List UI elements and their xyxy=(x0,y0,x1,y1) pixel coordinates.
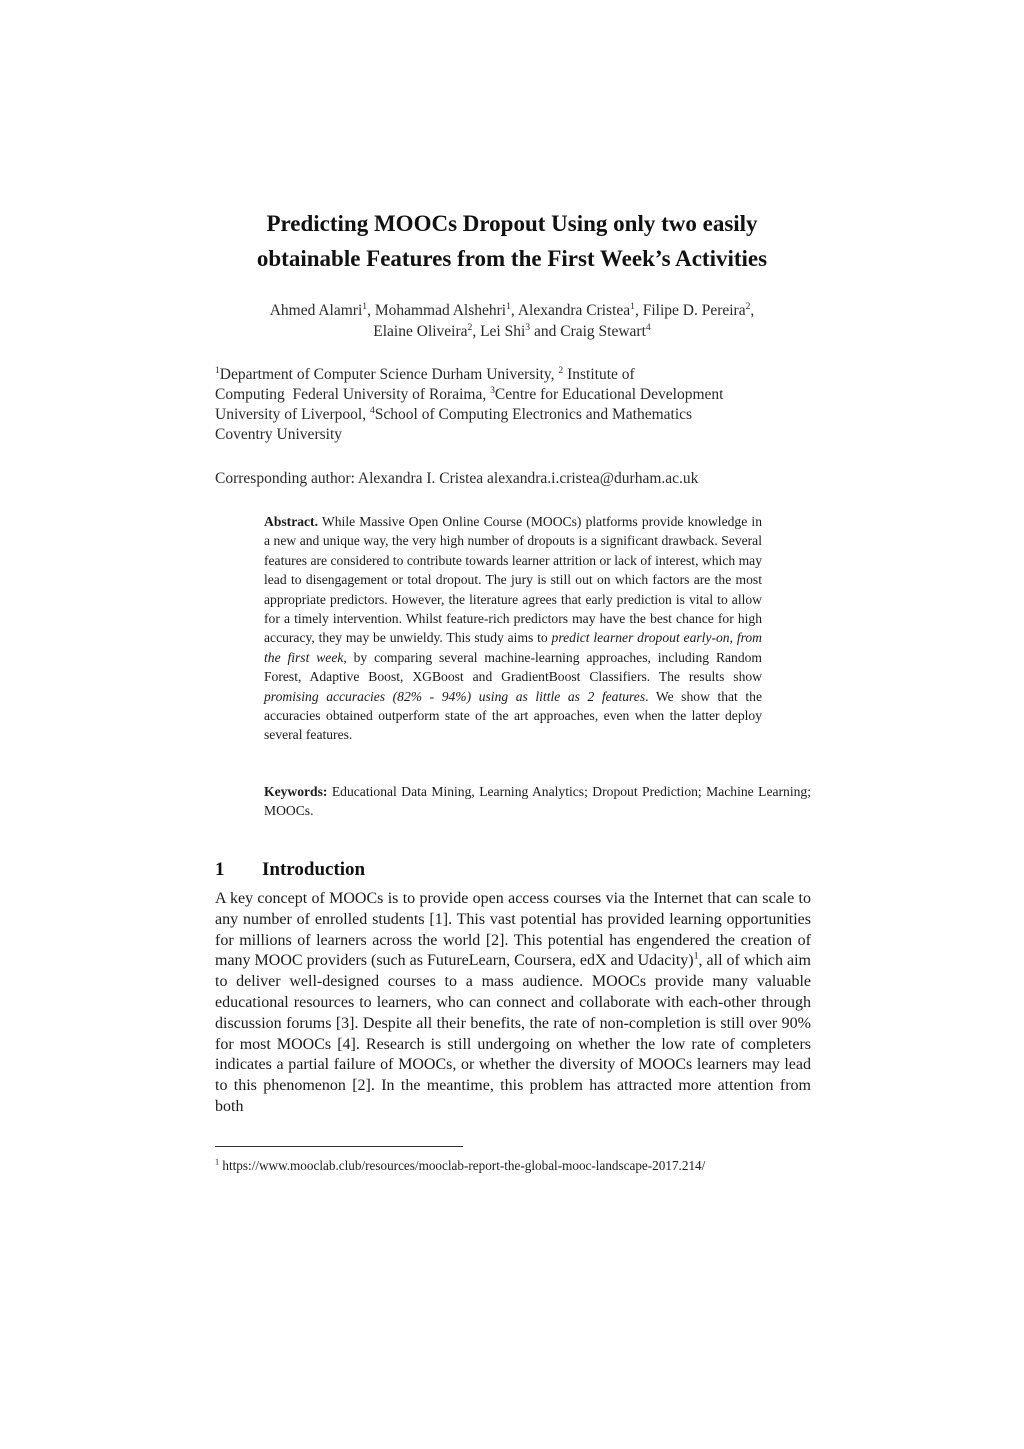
affiliation-line-4: Coventry University xyxy=(215,426,342,443)
author-line-1 xyxy=(200,300,824,321)
affiliation-line-1 xyxy=(215,365,815,385)
author-separator: and xyxy=(530,323,561,340)
section-title: Introduction xyxy=(262,859,366,880)
affiliation-text: Centre for Educational Development xyxy=(494,386,724,403)
keywords xyxy=(264,782,811,821)
affil-mark: 4 xyxy=(369,404,375,416)
footnote-url[interactable]: https://www.mooclab.club/resources/mooclab-report-the-global-mooc-landscape-2017.214/ xyxy=(219,1158,706,1173)
affiliations xyxy=(215,365,815,445)
author-separator: , xyxy=(510,302,518,319)
author-affil-mark: 3 xyxy=(525,321,531,333)
abstract-emphasis: predict learner dropout early-on, from the first week xyxy=(264,630,762,665)
paper-title-line-1: Predicting MOOCs Dropout Using only two easily xyxy=(266,211,758,236)
affiliation-text: Computing Federal University of Roraima, xyxy=(215,386,491,403)
affil-mark: 3 xyxy=(490,384,495,396)
author-name: Craig Stewart xyxy=(560,323,646,340)
author-affil-mark: 2 xyxy=(745,300,751,312)
abstract-text: , by comparing several machine-learning approaches, including Random Forest, Adaptive Boost, XGBoost and GradientBoost Classifiers. The results show xyxy=(264,649,763,685)
affiliation-line-3 xyxy=(215,405,815,425)
author-separator: , xyxy=(367,302,375,319)
keywords-label: Keywords: xyxy=(264,784,328,799)
abstract-emphasis: promising accuracies (82% - 94%) using as little as 2 features xyxy=(264,688,646,704)
author-name: Elaine Oliveira xyxy=(373,323,468,340)
keywords-text: Educational Data Mining, Learning Analytics; Dropout Prediction; Machine Learning; MOOCs. xyxy=(264,784,811,819)
author-separator: , xyxy=(750,302,755,319)
affiliation-text: Institute of xyxy=(563,366,635,383)
affiliation-line-2 xyxy=(215,385,815,405)
paper-title-line-2: obtainable Features from the First Week’s Activities xyxy=(256,246,768,271)
author-affil-mark: 1 xyxy=(362,300,368,312)
author-affil-mark: 1 xyxy=(630,300,635,312)
footnote-mark: 1 xyxy=(215,1157,220,1167)
author-name: Filipe D. Pereira xyxy=(642,302,746,319)
abstract-text: While Massive Open Online Course (MOOCs) platforms provide knowledge in a new and unique way, the very high number of dropouts is a significant drawback. Several features are considered to contribute towards learner attrition or lack of interest, which may lead to disengagement or total dropout. The jury is still out on which factors are the most appropriate predictors. However, the literature agrees that early prediction is vital to allow for a timely intervention. Whilst feature-rich predictors may have the best chance for high accuracy, they may be unwieldy. This study aims to xyxy=(264,514,762,646)
affil-mark: 1 xyxy=(215,364,220,376)
author-line-2 xyxy=(200,321,824,342)
affiliation-text: University of Liverpool, xyxy=(215,406,370,423)
abstract-text: . We show that the accuracies obtained outperform state of the art approaches, even when the latter deploy several features. xyxy=(264,688,762,743)
footnote-divider xyxy=(215,1146,463,1147)
author-affil-mark: 2 xyxy=(467,321,473,333)
intro-text: A key concept of MOOCs is to provide open access courses via the Internet that can scale to any number of enrolled students [1]. This vast potential has provided learning opportunities for millions of learners across the world [2]. This potential has engendered the creation of many MOOC providers (such as FutureLearn, Coursera, edX and Udacity) xyxy=(215,890,811,970)
author-separator: , xyxy=(472,323,481,340)
introduction-paragraph xyxy=(215,889,811,1118)
section-heading xyxy=(215,857,365,883)
corresponding-author: Corresponding author: Alexandra I. Cristea alexandra.i.cristea@durham.ac.uk xyxy=(215,470,699,487)
author-list xyxy=(200,300,824,342)
affiliation-text: Department of Computer Science Durham University, xyxy=(219,366,559,383)
author-separator: , xyxy=(634,302,643,319)
section-number: 1 xyxy=(215,859,225,880)
footnote xyxy=(215,1157,815,1175)
footnote-reference[interactable]: 1 xyxy=(693,951,699,963)
intro-text: , all of which aim to deliver well-designed courses to a mass audience. MOOCs provide many valuable educational resources to learners, who can connect and collaborate with each-other through discussion forums [3]. Despite all their benefits, the rate of non-completion is still over 90% for most MOOCs [4]. Research is still undergoing on whether the low rate of completers indicates a partial failure of MOOCs, or whether the diversity of MOOCs learners may lead to this phenomenon [2]. In the meantime, this problem has attracted more attention from both xyxy=(215,952,811,1115)
author-name: Ahmed Alamri xyxy=(269,302,363,319)
paper-title xyxy=(150,206,874,276)
abstract xyxy=(264,512,762,745)
author-name: Alexandra Cristea xyxy=(517,302,631,319)
author-affil-mark: 1 xyxy=(506,300,511,312)
affil-mark: 2 xyxy=(558,364,564,376)
author-affil-mark: 4 xyxy=(645,321,651,333)
affiliation-text: School of Computing Electronics and Mathematics xyxy=(374,406,693,423)
author-name: Lei Shi xyxy=(480,323,526,340)
abstract-label: Abstract. xyxy=(264,514,318,529)
author-name: Mohammad Alshehri xyxy=(374,302,507,319)
